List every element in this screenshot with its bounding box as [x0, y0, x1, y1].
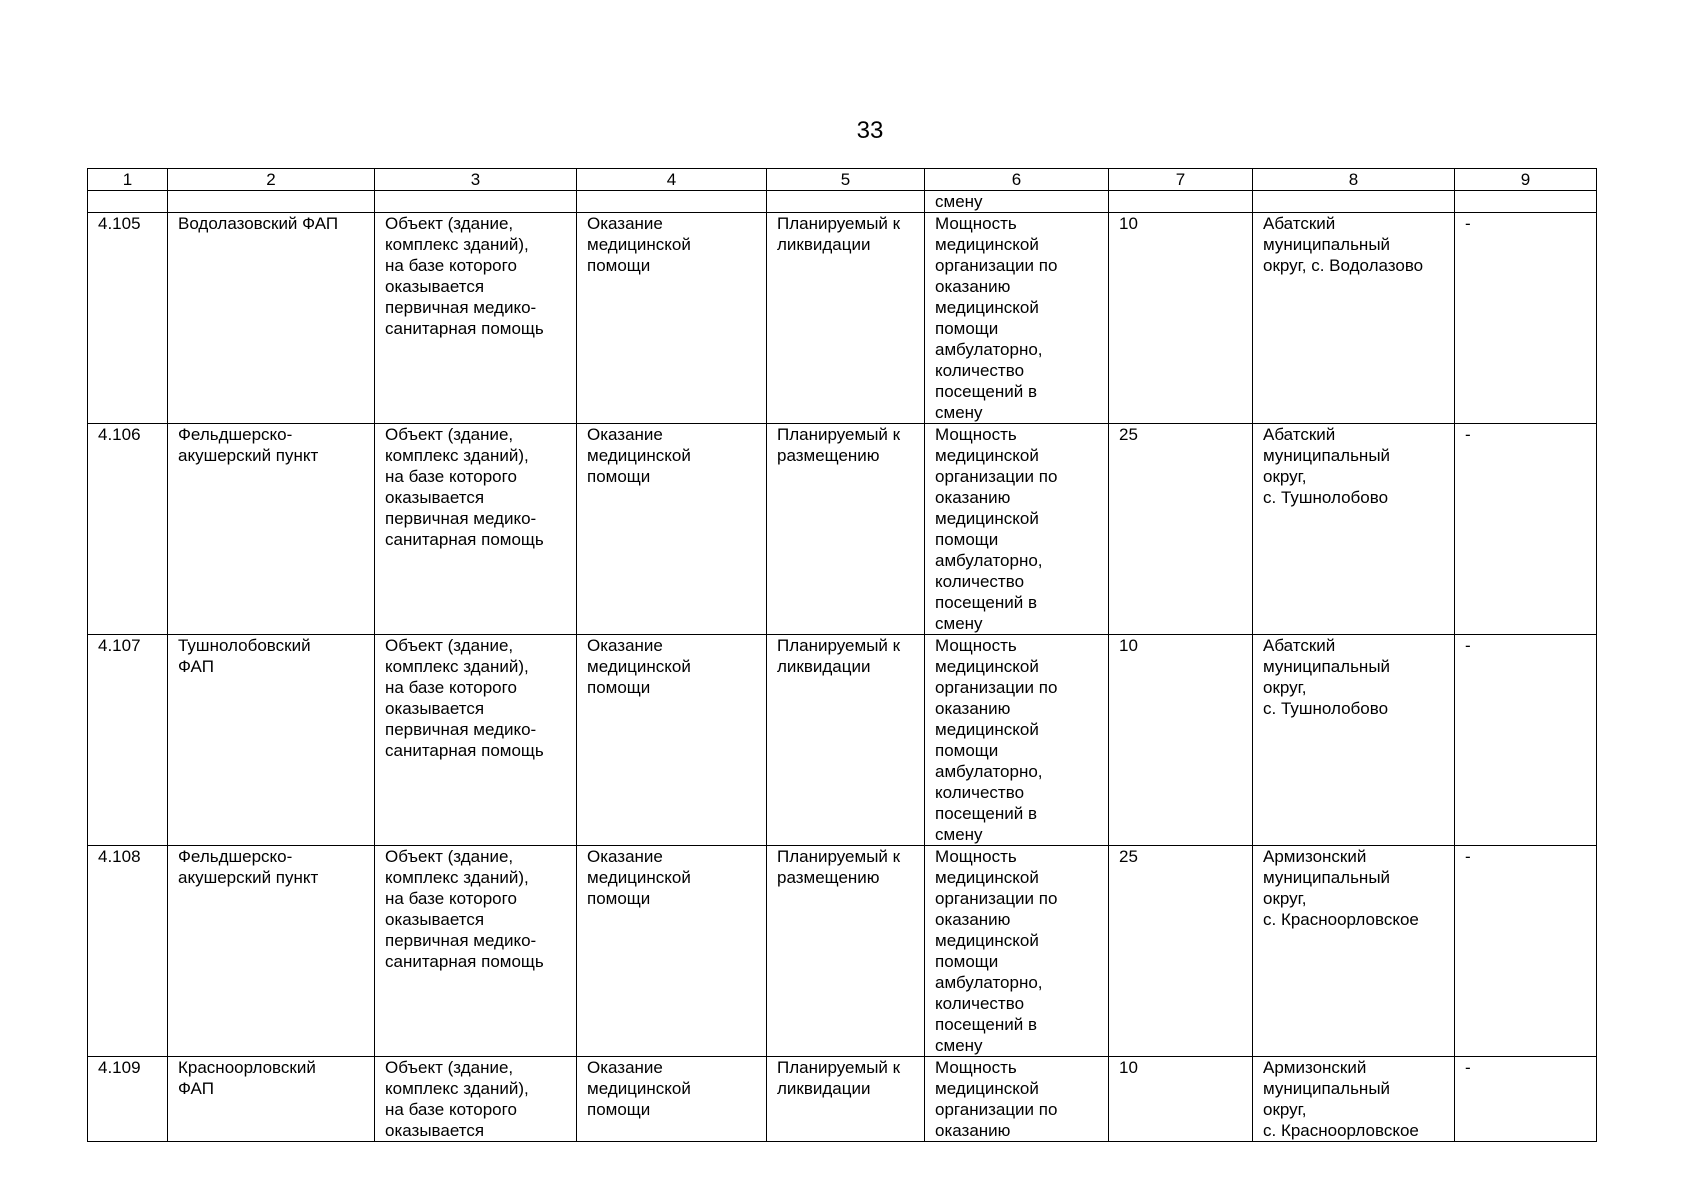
page-number: 33: [856, 117, 884, 144]
table-cell: [577, 191, 767, 213]
zone-info: -: [1455, 635, 1597, 846]
object-purpose: Оказание медицинской помощи: [577, 846, 767, 1057]
object-location: Абатский муниципальный округ, с. Тушнолобово: [1253, 424, 1455, 635]
table-cell: [88, 191, 168, 213]
object-location: Абатский муниципальный округ, с. Тушнолобово: [1253, 635, 1455, 846]
row-number: 4.108: [88, 846, 168, 1057]
capacity-description: Мощность медицинской организации по оказанию медицинской помощи амбулаторно, количество посещений в смену: [925, 846, 1109, 1057]
column-number: 4: [577, 169, 767, 191]
object-name: Красноорловский ФАП: [168, 1057, 375, 1142]
capacity-value: 25: [1109, 846, 1253, 1057]
object-purpose: Оказание медицинской помощи: [577, 635, 767, 846]
column-number: 2: [168, 169, 375, 191]
table-cell: [375, 191, 577, 213]
object-name: Фельдшерско- акушерский пункт: [168, 846, 375, 1057]
capacity-value: 10: [1109, 635, 1253, 846]
capacity-description: Мощность медицинской организации по оказанию: [925, 1057, 1109, 1142]
column-number: 6: [925, 169, 1109, 191]
column-number: 9: [1455, 169, 1597, 191]
continuation-row: [88, 191, 1597, 213]
object-name: Фельдшерско- акушерский пункт: [168, 424, 375, 635]
table-row: [88, 213, 1597, 424]
object-location: Армизонский муниципальный округ, с. Красноорловское: [1253, 1057, 1455, 1142]
row-number: 4.105: [88, 213, 168, 424]
table-cell: [1455, 191, 1597, 213]
capacity-description: Мощность медицинской организации по оказанию медицинской помощи амбулаторно, количество посещений в смену: [925, 635, 1109, 846]
zone-info: -: [1455, 424, 1597, 635]
object-name: Водолазовский ФАП: [168, 213, 375, 424]
capacity-value: 10: [1109, 1057, 1253, 1142]
object-status: Планируемый к ликвидации: [767, 213, 925, 424]
capacity-description: Мощность медицинской организации по оказанию медицинской помощи амбулаторно, количество посещений в смену: [925, 424, 1109, 635]
object-location: Абатский муниципальный округ, с. Водолазово: [1253, 213, 1455, 424]
object-status: Планируемый к ликвидации: [767, 635, 925, 846]
table-row: [88, 424, 1597, 635]
table-row: [88, 635, 1597, 846]
object-type: Объект (здание, комплекс зданий), на базе которого оказывается первичная медико- санитарная помощь: [375, 846, 577, 1057]
object-type: Объект (здание, комплекс зданий), на базе которого оказывается первичная медико- санитарная помощь: [375, 213, 577, 424]
object-type: Объект (здание, комплекс зданий), на базе которого оказывается первичная медико- санитарная помощь: [375, 635, 577, 846]
column-number-row: [88, 169, 1597, 191]
capacity-description: Мощность медицинской организации по оказанию медицинской помощи амбулаторно, количество посещений в смену: [925, 213, 1109, 424]
capacity-value: 10: [1109, 213, 1253, 424]
object-status: Планируемый к размещению: [767, 424, 925, 635]
zone-info: -: [1455, 1057, 1597, 1142]
object-name: Тушнолобовский ФАП: [168, 635, 375, 846]
object-location: Армизонский муниципальный округ, с. Красноорловское: [1253, 846, 1455, 1057]
row-number: 4.107: [88, 635, 168, 846]
column-number: 5: [767, 169, 925, 191]
row-number: 4.109: [88, 1057, 168, 1142]
table-cell: смену: [925, 191, 1109, 213]
column-number: 1: [88, 169, 168, 191]
table-cell: [168, 191, 375, 213]
document-table: [87, 168, 1597, 1142]
table-row: [88, 846, 1597, 1057]
table-cell: [1253, 191, 1455, 213]
object-status: Планируемый к размещению: [767, 846, 925, 1057]
object-purpose: Оказание медицинской помощи: [577, 424, 767, 635]
object-purpose: Оказание медицинской помощи: [577, 1057, 767, 1142]
column-number: 7: [1109, 169, 1253, 191]
capacity-value: 25: [1109, 424, 1253, 635]
table-cell: [767, 191, 925, 213]
row-number: 4.106: [88, 424, 168, 635]
table-row: [88, 1057, 1597, 1142]
object-type: Объект (здание, комплекс зданий), на базе которого оказывается первичная медико- санитарная помощь: [375, 424, 577, 635]
column-number: 8: [1253, 169, 1455, 191]
table-cell: [1109, 191, 1253, 213]
column-number: 3: [375, 169, 577, 191]
zone-info: -: [1455, 846, 1597, 1057]
zone-info: -: [1455, 213, 1597, 424]
object-type: Объект (здание, комплекс зданий), на базе которого оказывается: [375, 1057, 577, 1142]
object-status: Планируемый к ликвидации: [767, 1057, 925, 1142]
object-purpose: Оказание медицинской помощи: [577, 213, 767, 424]
